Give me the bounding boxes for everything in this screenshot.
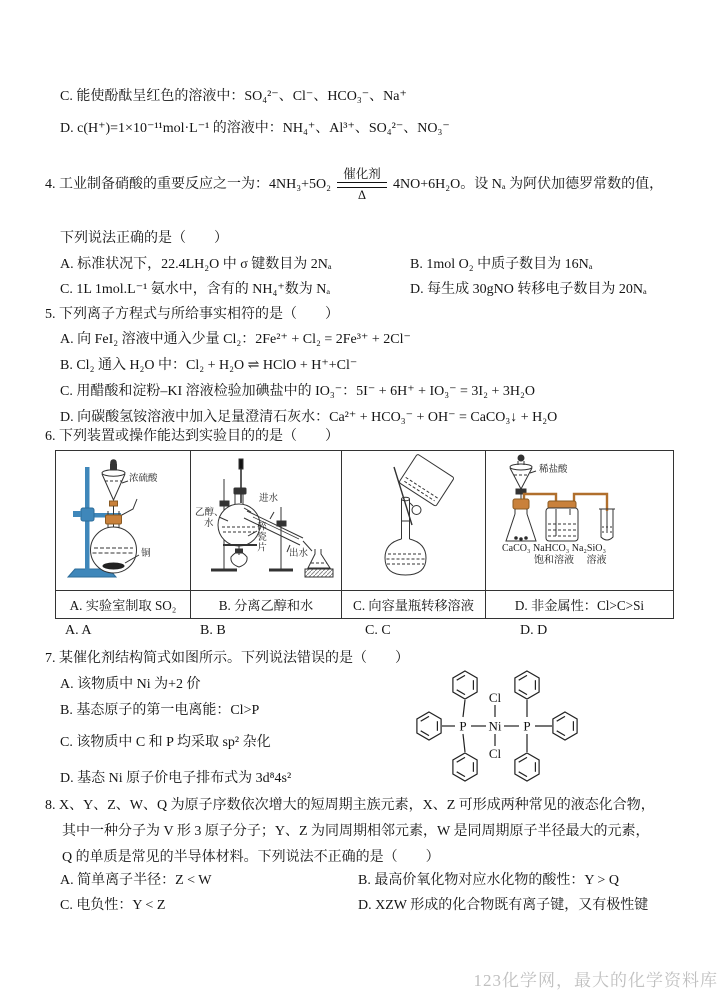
water-in-label: 进水 — [259, 494, 279, 504]
q6-caption-b: B. 分离乙醇和水 — [191, 591, 342, 618]
q6-caption-d: D. 非金属性：Cl>C>Si — [514, 598, 645, 613]
p-right-atom: P — [523, 718, 531, 734]
q4-catalyst-label: 催化剂 — [343, 167, 381, 181]
q7-option-c: C. 该物质中 C 和 P 均采取 sp² 杂化 — [60, 735, 271, 750]
q6-caption-a: A. 实验室制取 SO₂ — [56, 591, 191, 618]
watermark: 123化学网，最大的化学资料库 — [473, 971, 718, 990]
q5-stem: 5. 下列离子方程式与所给事实相符的是（ ） — [45, 307, 339, 322]
copper-label: 铜 — [141, 549, 151, 559]
q6-answer-b: B. B — [200, 623, 226, 638]
q4-option-a: A. 标准状况下，22.4LH₂O 中 σ 键数目为 2Nₐ — [60, 257, 332, 272]
q7-option-a: A. 该物质中 Ni 为+2 价 — [60, 677, 201, 692]
so2-apparatus-diagram — [56, 451, 191, 591]
q8-stem-line2: 其中一种分子为 V 形 3 原子分子；Y、Z 为同周期相邻元素，W 是同周期原子半径最大的元素， — [62, 824, 650, 839]
q4-option-b: B. 1mol O₂ 中质子数目为 16Nₐ — [410, 257, 593, 272]
volumetric-flask-diagram — [342, 451, 486, 591]
conc-sulfuric-acid-label: 浓硫酸 — [129, 474, 158, 484]
q8-option-d: D. XZW 形成的化合物既有离子键，又有极性键 — [358, 898, 649, 913]
q6-answer-c: C. C — [365, 623, 391, 638]
prev-option-d: D. c(H⁺)=1×10⁻¹¹mol·L⁻¹ 的溶液中：NH₄⁺、Al³⁺、SO₄²⁻、NO₃⁻ — [60, 121, 450, 136]
q4-stem — [45, 168, 663, 202]
q7-structure — [413, 658, 583, 795]
q5-option-a: A. 向 FeI₂ 溶液中通入少量 Cl₂：2Fe²⁺ + Cl₂ = 2Fe³⁺ + 2Cl⁻ — [60, 332, 411, 347]
q7-stem: 7. 某催化剂结构简式如图所示。下列说法错误的是（ ） — [45, 651, 409, 666]
q6-stem: 6. 下列装置或操作能达到实验目的的是（ ） — [45, 429, 339, 444]
q7-option-d: D. 基态 Ni 原子价电子排布式为 3d⁸4s² — [60, 771, 292, 786]
q4-catalyst-condition — [337, 168, 387, 202]
p-left-atom: P — [459, 718, 467, 734]
q5-option-b: B. Cl₂ 通入 H₂O 中：Cl₂ + H₂O ⇌ HClO + H⁺+Cl⁻ — [60, 358, 358, 373]
q6-cell-a-diagram — [56, 451, 191, 591]
ethanol-water-label-l2: 水 — [204, 519, 214, 529]
q6-cell-d-diagram — [486, 451, 673, 591]
prev-option-c: C. 能使酚酞呈红色的溶液中：SO₄²⁻、Cl⁻、HCO₃⁻、Na⁺ — [60, 89, 407, 104]
q4-delta-label: Δ — [357, 188, 367, 203]
q4-stem-line2: 下列说法正确的是（ ） — [60, 231, 228, 246]
solutions-line-label: 饱和溶液 溶液 — [534, 555, 607, 566]
dilute-hcl-label: 稀盐酸 — [539, 465, 568, 475]
q8-option-b: B. 最高价氧化物对应水化物的酸性：Y > Q — [358, 873, 619, 888]
q8-option-a: A. 简单离子半径：Z < W — [60, 873, 212, 888]
q6-answer-d: D. D — [520, 623, 548, 638]
nonmetal-series-diagram — [486, 451, 673, 591]
q4-stem-post: 4NO+6H₂O。设 Nₐ 为阿伏加德罗常数的值， — [393, 177, 664, 193]
q5-option-c: C. 用醋酸和淀粉–KI 溶液检验加碘盐中的 IO₃⁻：5I⁻ + 6H⁺ + IO₃⁻ = 3I₂ + 3H₂O — [60, 384, 535, 399]
q8-option-c: C. 电负性：Y < Z — [60, 898, 166, 913]
cl-bottom-atom: Cl — [488, 746, 502, 761]
porcelain-chips-label: 碎瓷片 — [254, 521, 265, 553]
q4-option-c: C. 1L 1mol.L⁻¹ 氨水中，含有的 NH₄⁺数为 Nₐ — [60, 282, 331, 297]
q6-caption-c: C. 向容量瓶转移溶液 — [342, 591, 486, 618]
reagents-line-label: CaCO₃ NaHCO₃ Na₂SiO₃ — [502, 543, 606, 554]
q6-answer-a: A. A — [65, 623, 92, 638]
q8-stem-line1: 8. X、Y、Z、W、Q 为原子序数依次增大的短周期主族元素，X、Z 可形成两种常见的液态化合物， — [45, 798, 655, 813]
cl-top-atom: Cl — [488, 690, 502, 705]
water-out-label: 出水 — [289, 549, 309, 559]
nickel-complex-diagram — [413, 658, 583, 795]
q8-stem-line3: Q 的单质是常见的半导体材料。下列说法不正确的是（ ） — [62, 850, 440, 865]
ethanol-water-label-l1: 乙醇、 — [195, 508, 224, 518]
q4-stem-pre: 4. 工业制备硝酸的重要反应之一为：4NH₃+5O₂ — [45, 177, 331, 193]
q4-option-d: D. 每生成 30gNO 转移电子数目为 20Nₐ — [410, 282, 647, 297]
q5-option-d: D. 向碳酸氢铵溶液中加入足量澄清石灰水：Ca²⁺ + HCO₃⁻ + OH⁻ = CaCO₃↓ + H₂O — [60, 410, 558, 425]
q7-option-b: B. 基态原子的第一电离能：Cl>P — [60, 703, 260, 718]
q6-cell-c-diagram — [342, 451, 486, 591]
ni-atom: Ni — [488, 718, 502, 734]
q6-apparatus-table — [55, 450, 674, 619]
q6-cell-b-diagram — [191, 451, 342, 591]
